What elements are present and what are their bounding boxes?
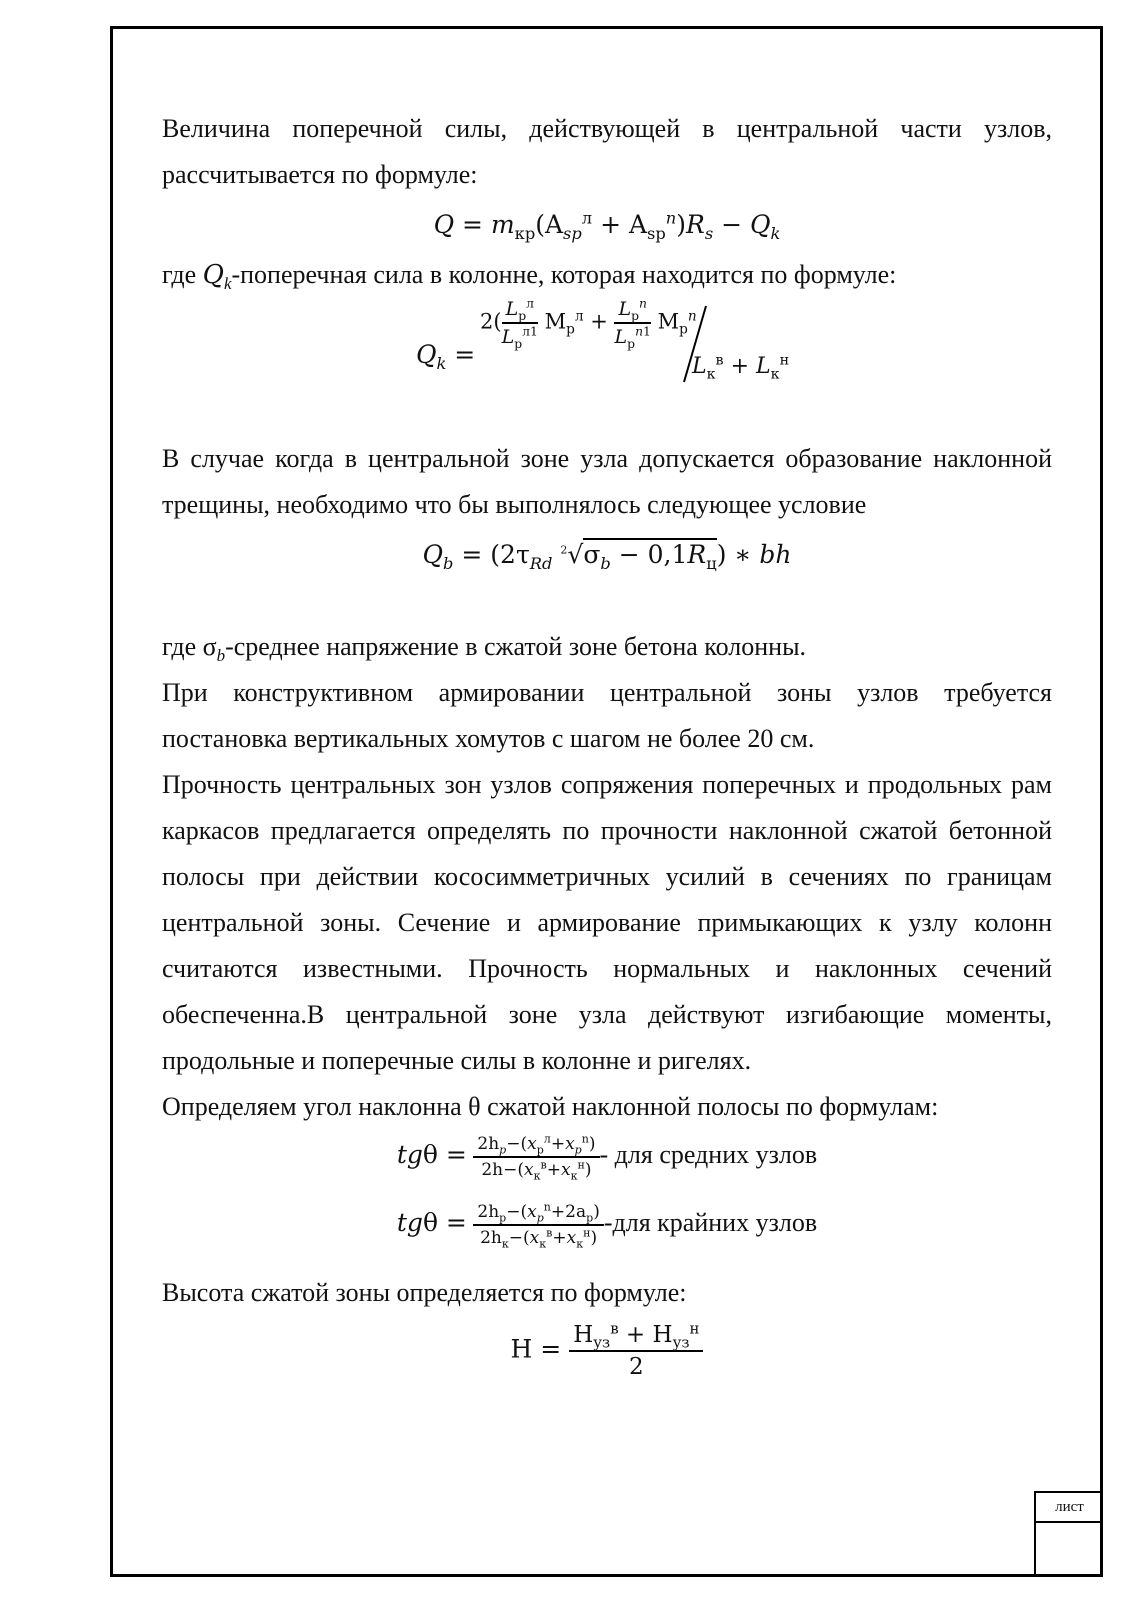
sheet-stamp bbox=[1034, 1491, 1103, 1575]
formula-tg-edge: tgθ = $\frac{2h_р-(x_p^n+2a_р)}{2h_к-(x_к^в+x_к^н)}$ -для крайних узлов bbox=[396, 1200, 818, 1251]
paragraph-crack-condition: В случае когда в центральной зоне узла допускается образование наклонной трещины, необходимо что бы выполнялось следующее условие bbox=[162, 444, 1052, 519]
sheet-label: лист bbox=[1036, 1493, 1103, 1523]
tg-edge-label: -для крайних узлов bbox=[603, 1207, 818, 1237]
qk-intro-suffix: -поперечная сила в колонне, которая находится по формуле: bbox=[231, 260, 897, 289]
qk-intro-prefix: где bbox=[162, 260, 203, 289]
document-body bbox=[162, 104, 1052, 1380]
paragraph-strength: Прочность центральных зон узлов сопряжения поперечных и продольных рам каркасов предлагается определять по прочности наклонной сжатой бетонной полосы при действии кососимметричных усилий в сечениях по границам центральной зоны. Сечение и армирование примыкающих к узлу колонн считаются известными. Прочность нормальных и наклонных сечений обеспеченна.В центральной зоне узла действуют изгибающие моменты, продольные и поперечные силы в колонне и ригелях. bbox=[162, 770, 1052, 1075]
formula-qb: $Q_b = (2\tau_{Rd}$ $^2√\sigma_b - 0,1R_ц$) ∗ bh bbox=[422, 540, 792, 573]
formula-qk: $Q_k$ = 2( $\frac{L_р^л}{L_р^{л1}}$ $M_р^л$ + $\frac{L_р^n}{L_р^{n1}}$ $M_р^n$ $L_к^в + L_к^н$ bbox=[416, 296, 790, 383]
paragraph-shear-force: Величина поперечной силы, действующей в центральной части узлов, рассчитывается по формуле: bbox=[162, 114, 1052, 189]
sigma-intro-suffix: -среднее напряжение в сжатой зоне бетона колонны. bbox=[225, 632, 807, 661]
formula-q: $Q = m_{кр}(A_{sp}^л + A_{sp}^n)R_s - Q_k$ bbox=[433, 208, 781, 243]
formula-h: H = $\frac{H_{уз}^в + H_{уз}^н}{2}$ bbox=[162, 1322, 1052, 1380]
paragraph-qk-intro: где $Q_k$-поперечная сила в колонне, которая находится по формуле: bbox=[162, 260, 897, 294]
paragraph-sigma-b: где $\sigma_b$-среднее напряжение в сжатой зоне бетона колонны. bbox=[162, 632, 807, 666]
formula-tg-middle: tgθ = $\frac{2h_p-(x_р^л+x_p^n)}{2h-(x_к^в+x_к^н)}$ - для средних узлов bbox=[396, 1132, 818, 1183]
sigma-intro-prefix: где σ bbox=[162, 632, 217, 661]
tg-middle-label: - для средних узлов bbox=[599, 1139, 818, 1169]
paragraph-height: Высота сжатой зоны определяется по формуле: bbox=[162, 1278, 687, 1307]
paragraph-angle: Определяем угол наклонна θ сжатой наклонной полосы по формулам: bbox=[162, 1092, 939, 1121]
paragraph-reinforcement: При конструктивном армировании центральной зоны узлов требуется постановка вертикальных хомутов с шагом не более 20 см. bbox=[162, 678, 1052, 753]
